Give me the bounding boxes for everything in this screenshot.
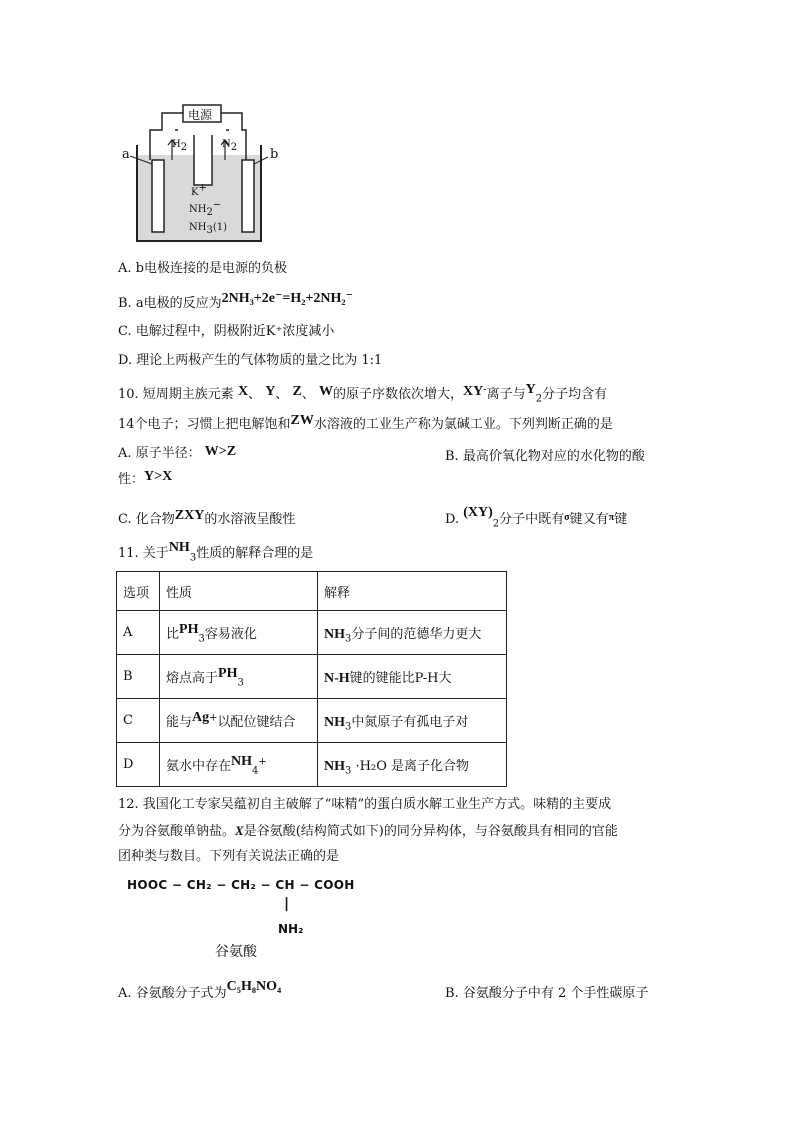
q12-line1: 12. 我国化工专家吴蕴初自主破解了“味精”的蛋白质水解工业生产方式。味精的主要成	[118, 797, 612, 812]
electrode-b-label: b	[270, 147, 279, 162]
q10-line2: 14个电子；习惯上把电解饱和ZW水溶液的工业生产称为氯碱工业。下列判断正确的是	[118, 413, 613, 432]
header-explanation: 解释	[318, 572, 507, 611]
gas-label-h2: $H_2$	[172, 139, 188, 153]
structure-nh2: NH₂	[278, 922, 304, 936]
power-label: 电源	[188, 108, 213, 122]
electrode-b	[242, 160, 254, 232]
row-property: 熔点高于$PH_3$	[160, 655, 318, 699]
q9-option-c: C. 电解过程中，阴极附近K⁺浓度减小	[118, 324, 335, 339]
q9-option-d: D. 理论上两极产生的气体物质的量之比为 1:1	[118, 353, 383, 368]
row-explanation: N-H键的键能比P-H大	[318, 655, 507, 699]
electrode-a-label: a	[122, 147, 130, 162]
wire-left	[150, 113, 183, 160]
q10-option-d: D. $(XY)_2$分子中既有$^\sigma$键又有$^\pi$键	[445, 505, 628, 530]
gas-label-n2: $N_2$	[222, 139, 238, 153]
q12-line2: 分为谷氨酸单钠盐。X是谷氨酸(结构简式如下)的同分异构体，与谷氨酸具有相同的官能	[118, 823, 618, 839]
row-explanation: $NH_3 \cdot H_2O$ 是离子化合物	[318, 743, 507, 787]
q11-title: 11. 关于$NH_3$性质的解释合理的是	[118, 540, 314, 564]
structure-bond: |	[284, 896, 290, 912]
q9-option-b-prefix: B. a电极的反应为	[118, 296, 222, 311]
table-row	[117, 699, 507, 743]
q9-option-b	[118, 291, 353, 313]
q9-option-a: A. b电极连接的是电源的负极	[118, 261, 287, 276]
q10-option-b-cont: 性：Y>X	[118, 469, 173, 487]
q10-line1: 10. 短周期主族元素 X、 Y、 Z、 W的原子序数依次增大，XY-离子与$Y_2$分子均含有	[118, 382, 608, 405]
row-property: 能与Ag+以配位键结合	[160, 699, 318, 743]
ion-label-nh2: $NH_2^-$	[189, 199, 222, 218]
row-explanation: $NH_3$分子间的范德华力更大	[318, 611, 507, 655]
header-property: 性质	[160, 572, 318, 611]
row-option: A	[117, 611, 160, 655]
q10-option-b: B. 最高价氧化物对应的水化物的酸	[445, 449, 645, 464]
gas-separator	[194, 135, 212, 185]
ion-label-k: K+	[191, 182, 207, 198]
q10-option-c: C. 化合物ZXY的水溶液呈酸性	[118, 508, 296, 527]
q9-option-b-formula: 2NH₃+2e⁻=H₂+2NH₂⁻	[221, 291, 353, 306]
table-header-row	[117, 572, 507, 611]
electrode-a	[152, 160, 164, 232]
structure-name: 谷氨酸	[215, 944, 257, 960]
row-explanation: $NH_3$中氮原子有孤电子对	[318, 699, 507, 743]
row-property: 氨水中存在$NH_4^+$	[160, 743, 318, 787]
row-option: C	[117, 699, 160, 743]
q10-option-a: A. 原子半径： W>Z	[118, 444, 237, 461]
q11-table	[116, 571, 507, 787]
header-option: 选项	[117, 572, 160, 611]
table-row	[117, 611, 507, 655]
table-row	[117, 655, 507, 699]
q12-line3: 团种类与数目。下列有关说法正确的是	[118, 849, 340, 864]
q12-option-b: B. 谷氨酸分子中有 2 个手性碳原子	[445, 986, 649, 1001]
row-option: D	[117, 743, 160, 787]
table-row	[117, 743, 507, 787]
glutamic-acid-structure: HOOC − CH₂ − CH₂ − CH − COOH	[127, 878, 355, 892]
q12-option-a: A. 谷氨酸分子式为C₅H₈NO₄	[118, 979, 282, 1001]
row-option: B	[117, 655, 160, 699]
liquid-label-nh3: $NH_3(1)$	[189, 222, 228, 236]
row-property: 比$PH_3$容易液化	[160, 611, 318, 655]
